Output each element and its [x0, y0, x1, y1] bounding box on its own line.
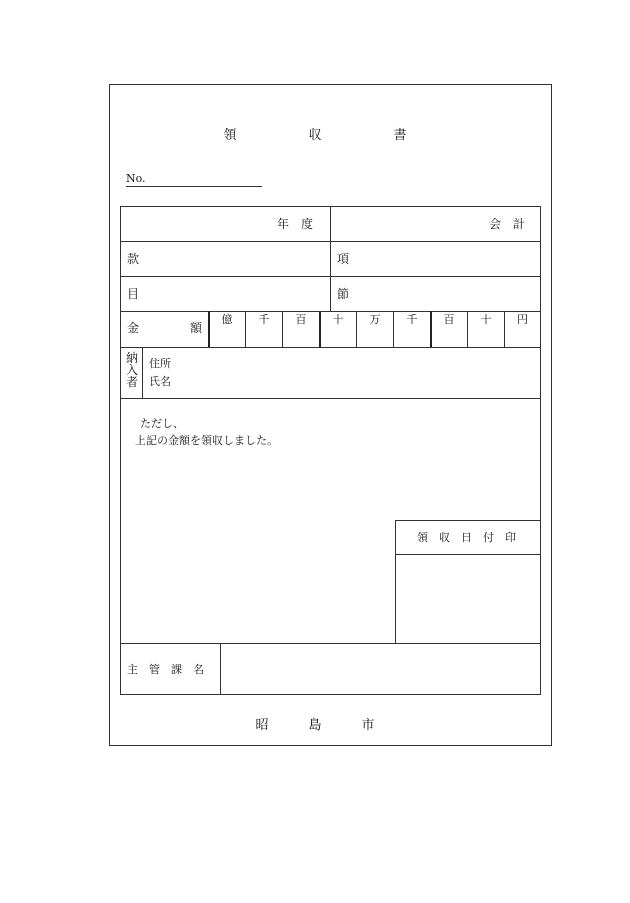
setsu-label: 節	[337, 287, 350, 301]
issuer-name	[0, 714, 630, 733]
kou-label: 項	[337, 252, 350, 266]
title-char-3: 書	[393, 128, 407, 143]
manager-label: 主 管 課 名	[127, 663, 204, 676]
payer-label-char: 入	[125, 363, 138, 377]
stamp-header: 領 収 日 付 印	[417, 531, 516, 544]
moku-label: 目	[127, 287, 140, 301]
digit-juu: 十	[332, 313, 344, 326]
stamp-area[interactable]	[396, 555, 540, 643]
digit-man: 万	[369, 313, 381, 326]
amount-label-right: 額	[190, 321, 203, 335]
manager-field[interactable]	[221, 644, 540, 694]
payer-label-char: 納	[125, 351, 138, 365]
row-divider	[121, 311, 540, 312]
digit-en: 円	[517, 313, 528, 326]
stamp-box-top	[395, 520, 540, 521]
nendo-label: 年 度	[277, 217, 314, 231]
digit-oku: 億	[221, 313, 233, 326]
address-label: 住所	[149, 357, 171, 370]
note-line1: ただし、	[140, 417, 184, 430]
title-char-1: 領	[223, 128, 237, 143]
row-divider	[121, 398, 540, 399]
footer-char-3: 市	[361, 718, 375, 733]
payer-divider	[142, 347, 143, 398]
digit-juu: 十	[480, 313, 492, 326]
note-line2: 上記の金額を領収しました。	[135, 434, 278, 447]
row-divider	[121, 347, 540, 348]
number-label: No.	[126, 172, 146, 185]
payer-label-char: 者	[125, 375, 138, 389]
amount-label-left: 金	[127, 321, 140, 335]
kaikei-label: 会 計	[489, 217, 526, 231]
digit-hyaku: 百	[443, 313, 455, 326]
digit-sen: 千	[258, 313, 270, 326]
number-field-line[interactable]	[126, 186, 262, 187]
title-char-2: 収	[308, 128, 322, 143]
document-title	[0, 124, 630, 143]
payer-label	[125, 352, 139, 388]
col-divider	[330, 207, 331, 311]
digit-sen: 千	[406, 313, 418, 326]
digit-hyaku: 百	[295, 313, 307, 326]
kan-label: 款	[127, 252, 140, 266]
footer-char-1: 昭	[255, 718, 269, 733]
footer-char-2: 島	[308, 718, 322, 733]
name-label: 氏名	[149, 375, 171, 388]
receipt-table	[120, 206, 541, 695]
